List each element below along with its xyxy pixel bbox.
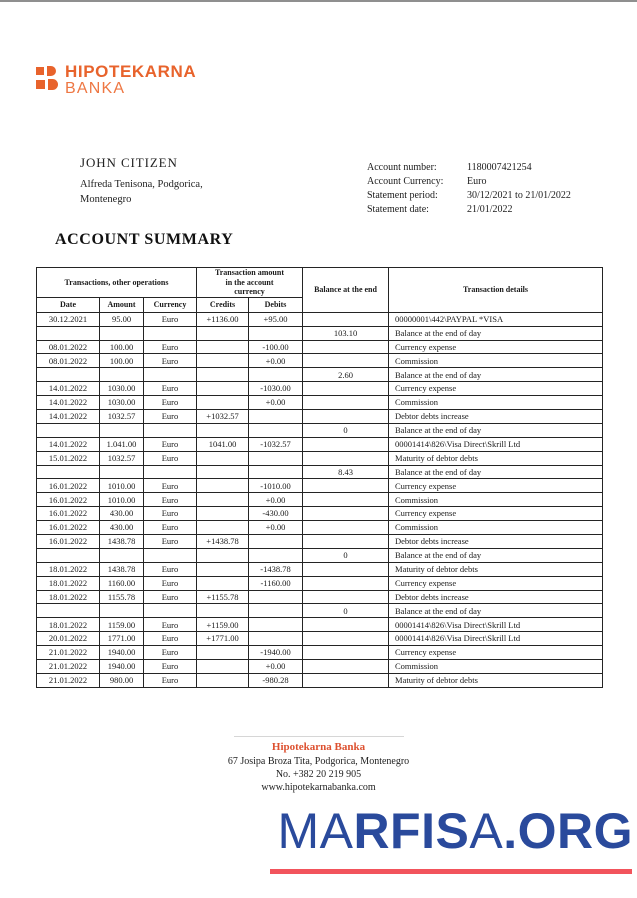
cell-credits: +1438.78 [197, 535, 249, 549]
cell-credits [197, 479, 249, 493]
cell-details: 00001414\826\Visa Direct\Skrill Ltd [389, 437, 603, 451]
cell-debits [249, 535, 303, 549]
table-header [37, 268, 603, 313]
cell-balance [303, 382, 389, 396]
table-row [37, 604, 603, 618]
statement-date-value: 21/01/2022 [467, 204, 513, 215]
cell-details: Currency expense [389, 646, 603, 660]
cell-credits [197, 368, 249, 382]
watermark-segment: RFIS [353, 803, 470, 859]
cell-currency: Euro [144, 410, 197, 424]
table-row [37, 410, 603, 424]
header-details: Transaction details [389, 268, 603, 313]
cell-details: Debtor debts increase [389, 535, 603, 549]
bank-logo-text [65, 63, 196, 98]
cell-currency [144, 326, 197, 340]
cell-date [37, 368, 100, 382]
cell-credits [197, 326, 249, 340]
cell-credits [197, 562, 249, 576]
cell-amount [100, 368, 144, 382]
cell-amount: 1940.00 [100, 646, 144, 660]
watermark-logo [277, 804, 633, 859]
cell-currency [144, 423, 197, 437]
cell-credits: +1032.57 [197, 410, 249, 424]
cell-details: Maturity of debtor debts [389, 673, 603, 687]
cell-debits: +0.00 [249, 521, 303, 535]
account-number-label: Account number: [367, 162, 437, 173]
cell-debits [249, 548, 303, 562]
table-row [37, 312, 603, 326]
cell-currency: Euro [144, 340, 197, 354]
cell-currency: Euro [144, 562, 197, 576]
cell-details: Currency expense [389, 576, 603, 590]
cell-details: Commission [389, 396, 603, 410]
table-row [37, 354, 603, 368]
cell-credits: +1136.00 [197, 312, 249, 326]
cell-amount: 980.00 [100, 673, 144, 687]
cell-date: 30.12.2021 [37, 312, 100, 326]
cell-amount: 1032.57 [100, 451, 144, 465]
cell-debits: +0.00 [249, 354, 303, 368]
logo-halfcircle-icon [47, 66, 56, 76]
cell-date [37, 465, 100, 479]
logo-icon-row [36, 66, 58, 76]
cell-amount: 1155.78 [100, 590, 144, 604]
watermark-underline [270, 869, 632, 874]
cell-balance [303, 618, 389, 632]
cell-currency: Euro [144, 507, 197, 521]
cell-balance [303, 410, 389, 424]
cell-details: 00001414\826\Visa Direct\Skrill Ltd [389, 618, 603, 632]
cell-details: Balance at the end of day [389, 368, 603, 382]
header-balance: Balance at the end [303, 268, 389, 313]
cell-debits: -1030.00 [249, 382, 303, 396]
cell-details: Currency expense [389, 507, 603, 521]
cell-currency: Euro [144, 535, 197, 549]
cell-currency: Euro [144, 576, 197, 590]
cell-credits [197, 576, 249, 590]
cell-balance: 2.60 [303, 368, 389, 382]
cell-debits [249, 410, 303, 424]
header-date: Date [37, 297, 100, 312]
table-row [37, 396, 603, 410]
cell-balance [303, 396, 389, 410]
header-amount-group: Transaction amount in the account currency [197, 268, 303, 298]
cell-balance [303, 507, 389, 521]
cell-balance [303, 535, 389, 549]
cell-details: Currency expense [389, 340, 603, 354]
header-credits: Credits [197, 297, 249, 312]
customer-name: JOHN CITIZEN [80, 155, 178, 170]
cell-balance [303, 562, 389, 576]
logo-square-icon [36, 67, 44, 75]
cell-currency: Euro [144, 618, 197, 632]
cell-currency: Euro [144, 493, 197, 507]
cell-amount: 1010.00 [100, 479, 144, 493]
statement-date-label: Statement date: [367, 204, 429, 215]
account-currency-value: Euro [467, 176, 487, 187]
cell-date: 18.01.2022 [37, 562, 100, 576]
cell-date: 14.01.2022 [37, 410, 100, 424]
cell-details: Debtor debts increase [389, 410, 603, 424]
cell-balance [303, 632, 389, 646]
cell-currency: Euro [144, 437, 197, 451]
cell-date [37, 423, 100, 437]
cell-currency: Euro [144, 382, 197, 396]
header-debits: Debits [249, 297, 303, 312]
cell-details: Balance at the end of day [389, 326, 603, 340]
logo-icon-row [36, 79, 58, 90]
table-row [37, 493, 603, 507]
cell-currency: Euro [144, 673, 197, 687]
table-row [37, 437, 603, 451]
cell-details: Maturity of debtor debts [389, 562, 603, 576]
table-row [37, 326, 603, 340]
cell-amount: 1438.78 [100, 535, 144, 549]
cell-details: Maturity of debtor debts [389, 451, 603, 465]
cell-date: 18.01.2022 [37, 590, 100, 604]
cell-currency [144, 465, 197, 479]
table-row [37, 576, 603, 590]
cell-debits [249, 632, 303, 646]
account-number-value: 1180007421254 [467, 162, 532, 173]
cell-debits [249, 590, 303, 604]
cell-date [37, 604, 100, 618]
footer-divider [234, 736, 404, 737]
cell-currency: Euro [144, 396, 197, 410]
cell-date: 16.01.2022 [37, 479, 100, 493]
cell-date: 08.01.2022 [37, 354, 100, 368]
cell-balance [303, 521, 389, 535]
cell-date: 20.01.2022 [37, 632, 100, 646]
cell-details: Balance at the end of day [389, 604, 603, 618]
cell-currency: Euro [144, 660, 197, 674]
cell-date: 08.01.2022 [37, 340, 100, 354]
header-transactions-group: Transactions, other operations [37, 268, 197, 298]
cell-debits: +0.00 [249, 660, 303, 674]
cell-credits: +1159.00 [197, 618, 249, 632]
cell-balance [303, 673, 389, 687]
cell-credits [197, 604, 249, 618]
table-row [37, 521, 603, 535]
cell-date: 14.01.2022 [37, 437, 100, 451]
statement-date-row [367, 203, 571, 217]
cell-debits: -980.28 [249, 673, 303, 687]
cell-debits: +95.00 [249, 312, 303, 326]
cell-currency: Euro [144, 521, 197, 535]
cell-credits [197, 521, 249, 535]
cell-debits [249, 604, 303, 618]
table-row [37, 368, 603, 382]
table-row [37, 660, 603, 674]
table-row [37, 507, 603, 521]
table-row [37, 423, 603, 437]
cell-balance [303, 576, 389, 590]
cell-date [37, 548, 100, 562]
account-info-block [367, 161, 571, 217]
cell-date: 21.01.2022 [37, 673, 100, 687]
cell-credits [197, 354, 249, 368]
bank-logo-icon [36, 63, 58, 90]
table-row [37, 382, 603, 396]
watermark-segment: A [469, 803, 504, 859]
cell-debits [249, 618, 303, 632]
cell-debits [249, 326, 303, 340]
cell-currency [144, 368, 197, 382]
cell-debits: +0.00 [249, 493, 303, 507]
table-row [37, 535, 603, 549]
logo-square-icon [36, 80, 45, 89]
cell-credits [197, 465, 249, 479]
cell-currency: Euro [144, 479, 197, 493]
statement-period-label: Statement period: [367, 190, 438, 201]
cell-amount: 1438.78 [100, 562, 144, 576]
watermark-segment: .ORG [503, 803, 633, 859]
customer-address-line2: Montenegro [80, 194, 132, 206]
cell-amount: 100.00 [100, 354, 144, 368]
page-top-edge [0, 0, 637, 2]
cell-debits: -1032.57 [249, 437, 303, 451]
cell-credits [197, 382, 249, 396]
watermark-segment: MA [277, 803, 354, 859]
cell-balance: 0 [303, 604, 389, 618]
cell-currency: Euro [144, 451, 197, 465]
cell-details: Balance at the end of day [389, 465, 603, 479]
cell-currency [144, 604, 197, 618]
cell-debits [249, 451, 303, 465]
cell-debits: -1160.00 [249, 576, 303, 590]
table-row [37, 673, 603, 687]
cell-amount: 1032.57 [100, 410, 144, 424]
cell-credits [197, 451, 249, 465]
statement-period-value: 30/12/2021 to 21/01/2022 [467, 190, 571, 201]
table-row [37, 340, 603, 354]
footer-phone: No. +382 20 219 905 [275, 768, 362, 780]
cell-date: 14.01.2022 [37, 382, 100, 396]
cell-credits: 1041.00 [197, 437, 249, 451]
cell-balance [303, 479, 389, 493]
cell-credits [197, 493, 249, 507]
cell-balance: 0 [303, 423, 389, 437]
bank-name-primary: HIPOTEKARNA [65, 62, 197, 81]
cell-amount: 1030.00 [100, 396, 144, 410]
cell-credits [197, 548, 249, 562]
footer [0, 736, 637, 794]
group-header-row [37, 268, 603, 298]
cell-date: 16.01.2022 [37, 507, 100, 521]
cell-balance [303, 340, 389, 354]
cell-credits [197, 507, 249, 521]
cell-details: Debtor debts increase [389, 590, 603, 604]
cell-currency: Euro [144, 354, 197, 368]
cell-credits [197, 646, 249, 660]
cell-date: 16.01.2022 [37, 493, 100, 507]
cell-amount: 1160.00 [100, 576, 144, 590]
cell-amount: 1771.00 [100, 632, 144, 646]
cell-currency: Euro [144, 312, 197, 326]
table-row [37, 646, 603, 660]
table-row [37, 465, 603, 479]
cell-balance [303, 451, 389, 465]
cell-date: 15.01.2022 [37, 451, 100, 465]
cell-amount: 95.00 [100, 312, 144, 326]
cell-balance: 8.43 [303, 465, 389, 479]
cell-debits: -1438.78 [249, 562, 303, 576]
customer-block [80, 155, 203, 207]
cell-details: Currency expense [389, 479, 603, 493]
cell-date: 18.01.2022 [37, 576, 100, 590]
cell-currency [144, 548, 197, 562]
cell-date: 21.01.2022 [37, 646, 100, 660]
cell-balance [303, 660, 389, 674]
table-row [37, 479, 603, 493]
cell-details: 00000001\442\PAYPAL *VISA [389, 312, 603, 326]
cell-amount [100, 465, 144, 479]
cell-amount: 430.00 [100, 521, 144, 535]
table-row [37, 548, 603, 562]
cell-balance [303, 493, 389, 507]
cell-date: 16.01.2022 [37, 521, 100, 535]
cell-credits [197, 340, 249, 354]
cell-balance [303, 590, 389, 604]
header-amount: Amount [100, 297, 144, 312]
table-row [37, 618, 603, 632]
cell-debits [249, 368, 303, 382]
cell-debits: -1010.00 [249, 479, 303, 493]
cell-details: Currency expense [389, 382, 603, 396]
cell-debits: -430.00 [249, 507, 303, 521]
table-row [37, 562, 603, 576]
cell-amount: 1030.00 [100, 382, 144, 396]
cell-amount: 1.041.00 [100, 437, 144, 451]
cell-amount: 430.00 [100, 507, 144, 521]
cell-amount: 1159.00 [100, 618, 144, 632]
footer-bank-name: Hipotekarna Banka [271, 741, 366, 753]
cell-amount: 1010.00 [100, 493, 144, 507]
cell-balance: 0 [303, 548, 389, 562]
footer-website: www.hipotekarnabanka.com [261, 781, 376, 793]
cell-balance [303, 646, 389, 660]
cell-amount [100, 548, 144, 562]
cell-debits: -1940.00 [249, 646, 303, 660]
statement-period-row [367, 189, 571, 203]
cell-debits: -100.00 [249, 340, 303, 354]
transactions-table [36, 267, 603, 688]
cell-debits [249, 423, 303, 437]
cell-amount: 1940.00 [100, 660, 144, 674]
cell-amount [100, 604, 144, 618]
bank-name-secondary: BANKA [65, 79, 126, 97]
customer-address [80, 177, 203, 207]
logo-halfcircle-icon [48, 79, 58, 90]
cell-date: 14.01.2022 [37, 396, 100, 410]
cell-details: 00001414\826\Visa Direct\Skrill Ltd [389, 632, 603, 646]
account-number-row [367, 161, 571, 175]
section-title: ACCOUNT SUMMARY [55, 231, 234, 248]
cell-details: Commission [389, 521, 603, 535]
cell-details: Balance at the end of day [389, 548, 603, 562]
cell-details: Balance at the end of day [389, 423, 603, 437]
transactions-body [37, 312, 603, 687]
cell-details: Commission [389, 354, 603, 368]
cell-amount [100, 326, 144, 340]
cell-credits [197, 673, 249, 687]
header-currency: Currency [144, 297, 197, 312]
footer-address: 67 Josipa Broza Tita, Podgorica, Montenegro [227, 755, 410, 767]
customer-address-line1: Alfreda Tenisona, Podgorica, [80, 179, 203, 190]
cell-credits [197, 423, 249, 437]
cell-date: 21.01.2022 [37, 660, 100, 674]
cell-date [37, 326, 100, 340]
bank-logo [36, 63, 196, 98]
cell-currency: Euro [144, 632, 197, 646]
cell-credits [197, 396, 249, 410]
cell-debits: +0.00 [249, 396, 303, 410]
cell-date: 16.01.2022 [37, 535, 100, 549]
account-currency-label: Account Currency: [367, 176, 444, 187]
cell-balance [303, 354, 389, 368]
table-row [37, 632, 603, 646]
table-row [37, 590, 603, 604]
cell-credits: +1155.78 [197, 590, 249, 604]
cell-debits [249, 465, 303, 479]
cell-credits [197, 660, 249, 674]
cell-details: Commission [389, 660, 603, 674]
cell-details: Commission [389, 493, 603, 507]
cell-currency: Euro [144, 590, 197, 604]
cell-balance [303, 312, 389, 326]
cell-amount: 100.00 [100, 340, 144, 354]
cell-amount [100, 423, 144, 437]
cell-balance: 103.10 [303, 326, 389, 340]
cell-balance [303, 437, 389, 451]
account-currency-row [367, 175, 571, 189]
table-row [37, 451, 603, 465]
cell-date: 18.01.2022 [37, 618, 100, 632]
cell-credits: +1771.00 [197, 632, 249, 646]
cell-currency: Euro [144, 646, 197, 660]
